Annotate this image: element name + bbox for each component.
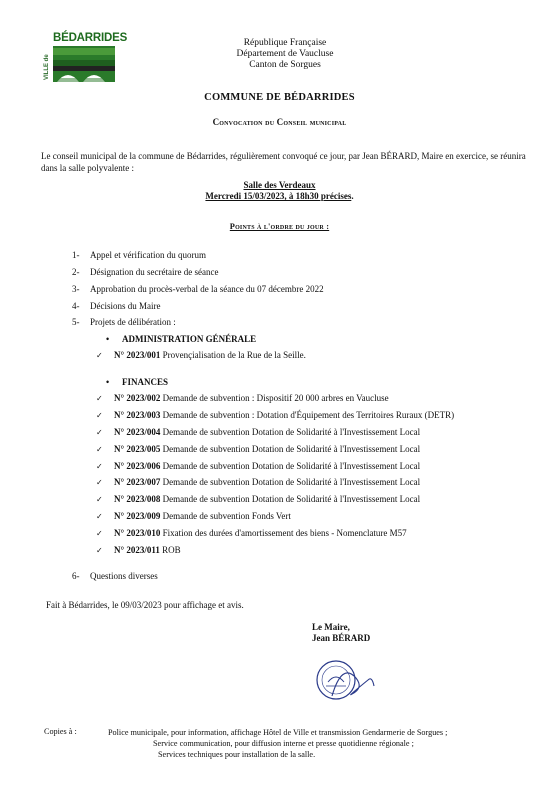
deliberation-entry: ✓ N° 2023/003 Demande de subvention : Dotation d'Équipement des Territoires Ruraux (DETR) (96, 410, 455, 420)
copies-line: Services techniques pour installation de la salle. (158, 750, 316, 759)
signature-role: Le Maire, (312, 622, 350, 632)
check-icon: ✓ (96, 462, 103, 471)
header-line-canton: Canton de Sorgues (249, 60, 321, 70)
bridge-logo-icon (53, 46, 115, 82)
deliberation-entry: ✓ N° 2023/008 Demande de subvention Dotation de Solidarité à l'Investissement Local (96, 494, 421, 504)
agenda-item: 5- Projets de délibération : (72, 317, 176, 327)
header-line-departement: Département de Vaucluse (236, 49, 334, 59)
logo-town-name: BÉDARRIDES (53, 32, 128, 44)
check-icon: ✓ (96, 478, 103, 487)
commune-title: COMMUNE DE BÉDARRIDES (204, 92, 355, 103)
meeting-info (0, 180, 559, 202)
deliberation-entry: ✓ N° 2023/007 Demande de subvention Dotation de Solidarité à l'Investissement Local (96, 477, 421, 487)
meeting-place: Salle des Verdeaux (243, 180, 316, 190)
check-icon: ✓ (96, 394, 103, 403)
deliberation-entry: ✓ N° 2023/001 Provençialisation de la Rue de la Seille. (96, 350, 306, 360)
copies-label: Copies à : (44, 727, 77, 736)
deliberation-entry: ✓ N° 2023/004 Demande de subvention Dotation de Solidarité à l'Investissement Local (96, 427, 421, 437)
copies-line: Service communication, pour diffusion interne et presse quotidienne régionale ; (153, 739, 414, 748)
check-icon: ✓ (96, 445, 103, 454)
deliberation-entry: ✓ N° 2023/002 Demande de subvention : Dispositif 20 000 arbres en Vaucluse (96, 393, 389, 403)
check-icon: ✓ (96, 546, 103, 555)
section-heading-finances: • FINANCES (106, 377, 169, 387)
intro-paragraph: Le conseil municipal de la commune de Bédarrides, régulièrement convoqué ce jour, par Jean BÉRARD, Maire en exercice, se réunira dans la salle polyvalente : (41, 151, 526, 173)
signature-block (312, 622, 370, 644)
done-at-line: Fait à Bédarrides, le 09/03/2023 pour affichage et avis. (46, 600, 244, 610)
meeting-date: Mercredi 15/03/2023, à 18h30 précises (205, 191, 352, 201)
official-stamp-icon (312, 652, 382, 708)
check-icon: ✓ (96, 529, 103, 538)
agenda-item: 4- Décisions du Maire (72, 301, 161, 311)
logo-ville-text: VILLE de (44, 54, 50, 80)
convocation-title: Convocation du Conseil municipal (212, 117, 347, 127)
agenda-item: 6- Questions diverses (72, 571, 158, 581)
check-icon: ✓ (96, 411, 103, 420)
deliberation-entry: ✓ N° 2023/009 Demande de subvention Fonds Vert (96, 511, 291, 521)
section-heading-administration: • ADMINISTRATION GÉNÉRALE (106, 334, 257, 344)
meeting-date-suffix: . (351, 191, 354, 201)
deliberation-entry: ✓ N° 2023/010 Fixation des durées d'amortissement des biens - Nomenclature M57 (96, 528, 407, 538)
meeting-date-line (0, 191, 559, 202)
signature-name: Jean BÉRARD (312, 633, 371, 643)
check-icon: ✓ (96, 495, 103, 504)
agenda-item: 3- Approbation du procès-verbal de la séance du 07 décembre 2022 (72, 284, 324, 294)
check-icon: ✓ (96, 351, 103, 360)
check-icon: ✓ (96, 512, 103, 521)
copies-line: Police municipale, pour information, affichage Hôtel de Ville et transmission Gendarmerie de Sorgues ; (108, 728, 448, 737)
town-logo (44, 32, 128, 84)
header-republic (215, 38, 355, 71)
header-line-republique: République Française (243, 38, 327, 48)
check-icon: ✓ (96, 428, 103, 437)
agenda-item: 2- Désignation du secrétaire de séance (72, 267, 219, 277)
agenda-title: Points à l'ordre du jour : (229, 222, 330, 231)
deliberation-entry: ✓ N° 2023/006 Demande de subvention Dotation de Solidarité à l'Investissement Local (96, 461, 421, 471)
agenda-item: 1- Appel et vérification du quorum (72, 250, 206, 260)
copies-list (108, 727, 538, 760)
deliberation-entry: ✓ N° 2023/011 ROB (96, 545, 181, 555)
deliberation-entry: ✓ N° 2023/005 Demande de subvention Dotation de Solidarité à l'Investissement Local (96, 444, 421, 454)
